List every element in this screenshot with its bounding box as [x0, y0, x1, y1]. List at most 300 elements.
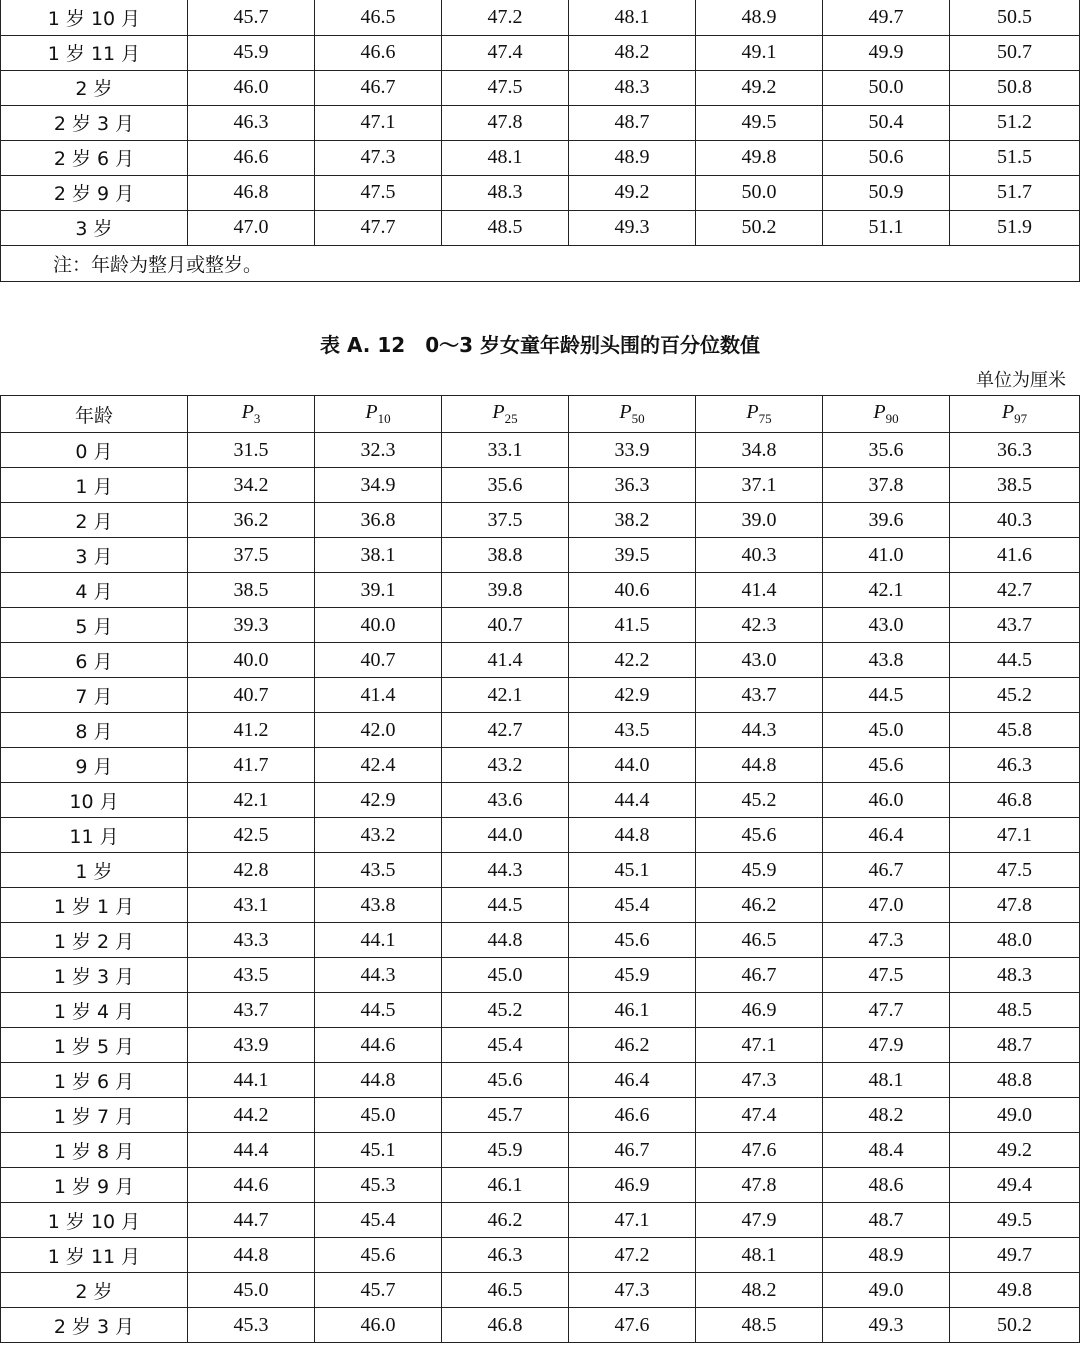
value-cell: 50.5 — [950, 0, 1080, 35]
value-cell: 51.1 — [823, 210, 950, 245]
table-row — [1, 433, 1080, 468]
value-cell: 48.3 — [950, 958, 1080, 993]
value-cell: 44.6 — [315, 1028, 442, 1063]
table-row — [1, 853, 1080, 888]
table-row — [1, 538, 1080, 573]
value-cell: 45.0 — [188, 1273, 315, 1308]
value-cell: 46.3 — [950, 748, 1080, 783]
value-cell: 47.2 — [442, 0, 569, 35]
value-cell: 48.4 — [823, 1133, 950, 1168]
value-cell: 47.3 — [823, 923, 950, 958]
value-cell: 45.2 — [696, 783, 823, 818]
value-cell: 48.6 — [823, 1168, 950, 1203]
value-cell: 51.9 — [950, 210, 1080, 245]
value-cell: 43.9 — [188, 1028, 315, 1063]
value-cell: 47.4 — [442, 35, 569, 70]
table-row — [1, 713, 1080, 748]
value-cell: 47.9 — [696, 1203, 823, 1238]
value-cell: 46.4 — [569, 1063, 696, 1098]
value-cell: 49.8 — [696, 140, 823, 175]
value-cell: 42.1 — [188, 783, 315, 818]
age-cell: 2 岁 6 月 — [1, 140, 188, 175]
value-cell: 47.5 — [442, 70, 569, 105]
value-cell: 45.9 — [569, 958, 696, 993]
table-header-row — [1, 396, 1080, 433]
value-cell: 43.8 — [823, 643, 950, 678]
value-cell: 42.9 — [315, 783, 442, 818]
value-cell: 47.7 — [315, 210, 442, 245]
value-cell: 44.5 — [950, 643, 1080, 678]
value-cell: 45.0 — [442, 958, 569, 993]
value-cell: 34.9 — [315, 468, 442, 503]
value-cell: 36.3 — [569, 468, 696, 503]
value-cell: 40.7 — [315, 643, 442, 678]
table-row — [1, 783, 1080, 818]
value-cell: 49.7 — [823, 0, 950, 35]
value-cell: 47.0 — [188, 210, 315, 245]
age-cell: 3 岁 — [1, 210, 188, 245]
table-row — [1, 1028, 1080, 1063]
value-cell: 40.3 — [696, 538, 823, 573]
value-cell: 46.4 — [823, 818, 950, 853]
value-cell: 49.3 — [569, 210, 696, 245]
value-cell: 46.9 — [569, 1168, 696, 1203]
value-cell: 43.7 — [950, 608, 1080, 643]
value-cell: 49.9 — [823, 35, 950, 70]
value-cell: 45.4 — [442, 1028, 569, 1063]
value-cell: 45.9 — [188, 35, 315, 70]
value-cell: 47.1 — [950, 818, 1080, 853]
value-cell: 42.9 — [569, 678, 696, 713]
value-cell: 46.7 — [823, 853, 950, 888]
table-row — [1, 643, 1080, 678]
value-cell: 43.7 — [188, 993, 315, 1028]
table-note: 注：年龄为整月或整岁。 — [1, 245, 1080, 281]
value-cell: 48.1 — [569, 0, 696, 35]
value-cell: 43.0 — [823, 608, 950, 643]
value-cell: 47.3 — [696, 1063, 823, 1098]
age-cell: 2 岁 9 月 — [1, 175, 188, 210]
value-cell: 42.3 — [696, 608, 823, 643]
value-cell: 38.5 — [950, 468, 1080, 503]
table-row — [1, 1098, 1080, 1133]
value-cell: 45.7 — [315, 1273, 442, 1308]
value-cell: 42.0 — [315, 713, 442, 748]
value-cell: 47.6 — [569, 1308, 696, 1343]
value-cell: 50.2 — [696, 210, 823, 245]
table-row — [1, 1063, 1080, 1098]
table-row — [1, 140, 1080, 175]
percentile-header-p75: $P_{75}$ — [696, 396, 823, 433]
value-cell: 45.9 — [442, 1133, 569, 1168]
value-cell: 46.3 — [442, 1238, 569, 1273]
value-cell: 44.2 — [188, 1098, 315, 1133]
value-cell: 51.5 — [950, 140, 1080, 175]
value-cell: 45.4 — [569, 888, 696, 923]
value-cell: 48.5 — [696, 1308, 823, 1343]
value-cell: 50.8 — [950, 70, 1080, 105]
value-cell: 41.6 — [950, 538, 1080, 573]
value-cell: 46.6 — [569, 1098, 696, 1133]
table-row — [1, 958, 1080, 993]
value-cell: 43.7 — [696, 678, 823, 713]
value-cell: 38.1 — [315, 538, 442, 573]
table-row — [1, 35, 1080, 70]
value-cell: 35.6 — [442, 468, 569, 503]
value-cell: 45.6 — [442, 1063, 569, 1098]
value-cell: 48.3 — [442, 175, 569, 210]
age-cell: 1 岁 11 月 — [1, 35, 188, 70]
value-cell: 45.2 — [950, 678, 1080, 713]
value-cell: 47.1 — [315, 105, 442, 140]
value-cell: 46.0 — [188, 70, 315, 105]
value-cell: 47.5 — [823, 958, 950, 993]
age-cell: 1 岁 4 月 — [1, 993, 188, 1028]
value-cell: 44.1 — [188, 1063, 315, 1098]
table-row — [1, 1168, 1080, 1203]
age-cell: 1 岁 7 月 — [1, 1098, 188, 1133]
age-cell: 0 月 — [1, 433, 188, 468]
value-cell: 44.3 — [315, 958, 442, 993]
value-cell: 46.1 — [569, 993, 696, 1028]
value-cell: 48.7 — [823, 1203, 950, 1238]
value-cell: 42.4 — [315, 748, 442, 783]
table-row — [1, 1203, 1080, 1238]
value-cell: 39.3 — [188, 608, 315, 643]
boys-head-circumference-table-continued — [0, 0, 1080, 282]
value-cell: 37.5 — [442, 503, 569, 538]
value-cell: 44.8 — [696, 748, 823, 783]
value-cell: 46.9 — [696, 993, 823, 1028]
value-cell: 48.7 — [950, 1028, 1080, 1063]
age-cell: 1 岁 1 月 — [1, 888, 188, 923]
value-cell: 49.0 — [823, 1273, 950, 1308]
value-cell: 40.7 — [188, 678, 315, 713]
value-cell: 47.1 — [569, 1203, 696, 1238]
table-row — [1, 818, 1080, 853]
value-cell: 45.1 — [569, 853, 696, 888]
value-cell: 46.2 — [696, 888, 823, 923]
value-cell: 44.3 — [442, 853, 569, 888]
value-cell: 42.1 — [823, 573, 950, 608]
value-cell: 40.7 — [442, 608, 569, 643]
value-cell: 45.1 — [315, 1133, 442, 1168]
value-cell: 50.0 — [823, 70, 950, 105]
age-cell: 2 岁 — [1, 1273, 188, 1308]
value-cell: 44.5 — [315, 993, 442, 1028]
value-cell: 44.0 — [569, 748, 696, 783]
value-cell: 43.5 — [188, 958, 315, 993]
value-cell: 48.2 — [823, 1098, 950, 1133]
value-cell: 33.1 — [442, 433, 569, 468]
age-cell: 5 月 — [1, 608, 188, 643]
value-cell: 49.3 — [823, 1308, 950, 1343]
value-cell: 44.4 — [188, 1133, 315, 1168]
value-cell: 47.9 — [823, 1028, 950, 1063]
value-cell: 45.9 — [696, 853, 823, 888]
value-cell: 41.4 — [696, 573, 823, 608]
value-cell: 49.2 — [696, 70, 823, 105]
table-row — [1, 888, 1080, 923]
value-cell: 37.1 — [696, 468, 823, 503]
value-cell: 45.7 — [442, 1098, 569, 1133]
value-cell: 48.2 — [569, 35, 696, 70]
value-cell: 45.6 — [569, 923, 696, 958]
value-cell: 46.7 — [696, 958, 823, 993]
value-cell: 44.7 — [188, 1203, 315, 1238]
age-cell: 1 岁 — [1, 853, 188, 888]
value-cell: 48.0 — [950, 923, 1080, 958]
value-cell: 42.1 — [442, 678, 569, 713]
value-cell: 46.3 — [188, 105, 315, 140]
value-cell: 48.3 — [569, 70, 696, 105]
unit-label: 单位为厘米 — [976, 370, 1066, 391]
value-cell: 47.7 — [823, 993, 950, 1028]
table-row — [1, 105, 1080, 140]
value-cell: 48.5 — [950, 993, 1080, 1028]
value-cell: 47.3 — [315, 140, 442, 175]
age-cell: 1 岁 10 月 — [1, 0, 188, 35]
value-cell: 50.6 — [823, 140, 950, 175]
value-cell: 44.1 — [315, 923, 442, 958]
value-cell: 43.6 — [442, 783, 569, 818]
value-cell: 46.5 — [442, 1273, 569, 1308]
value-cell: 48.1 — [823, 1063, 950, 1098]
age-cell: 1 岁 10 月 — [1, 1203, 188, 1238]
value-cell: 46.6 — [315, 35, 442, 70]
value-cell: 48.9 — [569, 140, 696, 175]
value-cell: 41.0 — [823, 538, 950, 573]
value-cell: 47.3 — [569, 1273, 696, 1308]
value-cell: 42.2 — [569, 643, 696, 678]
value-cell: 47.8 — [442, 105, 569, 140]
age-cell: 2 月 — [1, 503, 188, 538]
value-cell: 38.8 — [442, 538, 569, 573]
value-cell: 47.2 — [569, 1238, 696, 1273]
age-cell: 2 岁 3 月 — [1, 105, 188, 140]
value-cell: 51.7 — [950, 175, 1080, 210]
table-row — [1, 468, 1080, 503]
value-cell: 36.2 — [188, 503, 315, 538]
percentile-header-p10: $P_{10}$ — [315, 396, 442, 433]
age-cell: 4 月 — [1, 573, 188, 608]
percentile-header-p25: $P_{25}$ — [442, 396, 569, 433]
age-cell: 9 月 — [1, 748, 188, 783]
table-row — [1, 503, 1080, 538]
value-cell: 40.3 — [950, 503, 1080, 538]
value-cell: 36.8 — [315, 503, 442, 538]
value-cell: 44.8 — [442, 923, 569, 958]
value-cell: 44.8 — [569, 818, 696, 853]
table-row — [1, 175, 1080, 210]
value-cell: 49.7 — [950, 1238, 1080, 1273]
value-cell: 43.1 — [188, 888, 315, 923]
percentile-header-p50: $P_{50}$ — [569, 396, 696, 433]
value-cell: 47.6 — [696, 1133, 823, 1168]
value-cell: 45.8 — [950, 713, 1080, 748]
value-cell: 44.5 — [442, 888, 569, 923]
value-cell: 49.2 — [950, 1133, 1080, 1168]
age-cell: 11 月 — [1, 818, 188, 853]
value-cell: 40.6 — [569, 573, 696, 608]
age-cell: 1 岁 2 月 — [1, 923, 188, 958]
value-cell: 50.0 — [696, 175, 823, 210]
value-cell: 38.5 — [188, 573, 315, 608]
value-cell: 33.9 — [569, 433, 696, 468]
value-cell: 44.5 — [823, 678, 950, 713]
value-cell: 45.6 — [696, 818, 823, 853]
value-cell: 39.6 — [823, 503, 950, 538]
value-cell: 47.5 — [950, 853, 1080, 888]
age-cell: 6 月 — [1, 643, 188, 678]
value-cell: 43.5 — [569, 713, 696, 748]
value-cell: 46.6 — [188, 140, 315, 175]
table-row — [1, 608, 1080, 643]
value-cell: 45.3 — [315, 1168, 442, 1203]
value-cell: 39.8 — [442, 573, 569, 608]
age-cell: 1 岁 8 月 — [1, 1133, 188, 1168]
age-cell: 1 岁 6 月 — [1, 1063, 188, 1098]
value-cell: 49.4 — [950, 1168, 1080, 1203]
value-cell: 46.2 — [569, 1028, 696, 1063]
value-cell: 46.7 — [569, 1133, 696, 1168]
value-cell: 44.4 — [569, 783, 696, 818]
value-cell: 43.2 — [315, 818, 442, 853]
value-cell: 45.0 — [315, 1098, 442, 1133]
value-cell: 48.9 — [696, 0, 823, 35]
girls-head-circumference-table — [0, 395, 1080, 1343]
value-cell: 50.4 — [823, 105, 950, 140]
value-cell: 47.4 — [696, 1098, 823, 1133]
note-row — [1, 245, 1080, 281]
age-cell: 10 月 — [1, 783, 188, 818]
value-cell: 43.2 — [442, 748, 569, 783]
value-cell: 38.2 — [569, 503, 696, 538]
value-cell: 44.6 — [188, 1168, 315, 1203]
value-cell: 45.0 — [823, 713, 950, 748]
value-cell: 48.9 — [823, 1238, 950, 1273]
value-cell: 46.0 — [823, 783, 950, 818]
value-cell: 44.8 — [188, 1238, 315, 1273]
value-cell: 48.1 — [696, 1238, 823, 1273]
percentile-header-p90: $P_{90}$ — [823, 396, 950, 433]
value-cell: 48.8 — [950, 1063, 1080, 1098]
value-cell: 34.8 — [696, 433, 823, 468]
value-cell: 41.4 — [315, 678, 442, 713]
value-cell: 37.5 — [188, 538, 315, 573]
table-row — [1, 678, 1080, 713]
age-cell: 1 月 — [1, 468, 188, 503]
percentile-header-p3: $P_3$ — [188, 396, 315, 433]
value-cell: 45.2 — [442, 993, 569, 1028]
value-cell: 44.0 — [442, 818, 569, 853]
value-cell: 49.5 — [950, 1203, 1080, 1238]
table-row — [1, 923, 1080, 958]
value-cell: 47.8 — [950, 888, 1080, 923]
value-cell: 46.0 — [315, 1308, 442, 1343]
value-cell: 45.7 — [188, 0, 315, 35]
value-cell: 47.0 — [823, 888, 950, 923]
table-row — [1, 748, 1080, 783]
value-cell: 50.9 — [823, 175, 950, 210]
value-cell: 42.8 — [188, 853, 315, 888]
value-cell: 46.1 — [442, 1168, 569, 1203]
value-cell: 45.4 — [315, 1203, 442, 1238]
value-cell: 46.8 — [442, 1308, 569, 1343]
value-cell: 42.5 — [188, 818, 315, 853]
table-title: 表 A. 12 0～3 岁女童年龄别头围的百分位数值 — [320, 333, 760, 357]
table-row — [1, 1238, 1080, 1273]
value-cell: 34.2 — [188, 468, 315, 503]
value-cell: 50.2 — [950, 1308, 1080, 1343]
table-row — [1, 993, 1080, 1028]
value-cell: 48.1 — [442, 140, 569, 175]
value-cell: 51.2 — [950, 105, 1080, 140]
value-cell: 41.4 — [442, 643, 569, 678]
value-cell: 47.8 — [696, 1168, 823, 1203]
value-cell: 41.5 — [569, 608, 696, 643]
value-cell: 49.5 — [696, 105, 823, 140]
value-cell: 43.3 — [188, 923, 315, 958]
value-cell: 49.8 — [950, 1273, 1080, 1308]
table-row — [1, 1308, 1080, 1343]
value-cell: 46.8 — [188, 175, 315, 210]
value-cell: 46.7 — [315, 70, 442, 105]
value-cell: 42.7 — [950, 573, 1080, 608]
percentile-header-p97: $P_{97}$ — [950, 396, 1080, 433]
value-cell: 49.2 — [569, 175, 696, 210]
value-cell: 48.5 — [442, 210, 569, 245]
age-cell: 2 岁 — [1, 70, 188, 105]
value-cell: 37.8 — [823, 468, 950, 503]
age-cell: 7 月 — [1, 678, 188, 713]
value-cell: 44.3 — [696, 713, 823, 748]
value-cell: 39.1 — [315, 573, 442, 608]
table-row — [1, 573, 1080, 608]
value-cell: 39.0 — [696, 503, 823, 538]
value-cell: 46.2 — [442, 1203, 569, 1238]
table-row — [1, 1133, 1080, 1168]
value-cell: 39.5 — [569, 538, 696, 573]
age-cell: 8 月 — [1, 713, 188, 748]
value-cell: 36.3 — [950, 433, 1080, 468]
value-cell: 40.0 — [188, 643, 315, 678]
age-cell: 2 岁 3 月 — [1, 1308, 188, 1343]
age-cell: 3 月 — [1, 538, 188, 573]
value-cell: 48.2 — [696, 1273, 823, 1308]
value-cell: 47.5 — [315, 175, 442, 210]
value-cell: 41.7 — [188, 748, 315, 783]
age-cell: 1 岁 3 月 — [1, 958, 188, 993]
age-cell: 1 岁 9 月 — [1, 1168, 188, 1203]
value-cell: 43.0 — [696, 643, 823, 678]
value-cell: 50.7 — [950, 35, 1080, 70]
value-cell: 42.7 — [442, 713, 569, 748]
age-column-header: 年龄 — [1, 396, 188, 433]
value-cell: 32.3 — [315, 433, 442, 468]
value-cell: 45.6 — [315, 1238, 442, 1273]
age-cell: 1 岁 11 月 — [1, 1238, 188, 1273]
table-row — [1, 0, 1080, 35]
value-cell: 49.1 — [696, 35, 823, 70]
value-cell: 43.5 — [315, 853, 442, 888]
value-cell: 46.5 — [696, 923, 823, 958]
value-cell: 35.6 — [823, 433, 950, 468]
value-cell: 49.0 — [950, 1098, 1080, 1133]
table-row — [1, 210, 1080, 245]
value-cell: 44.8 — [315, 1063, 442, 1098]
value-cell: 41.2 — [188, 713, 315, 748]
